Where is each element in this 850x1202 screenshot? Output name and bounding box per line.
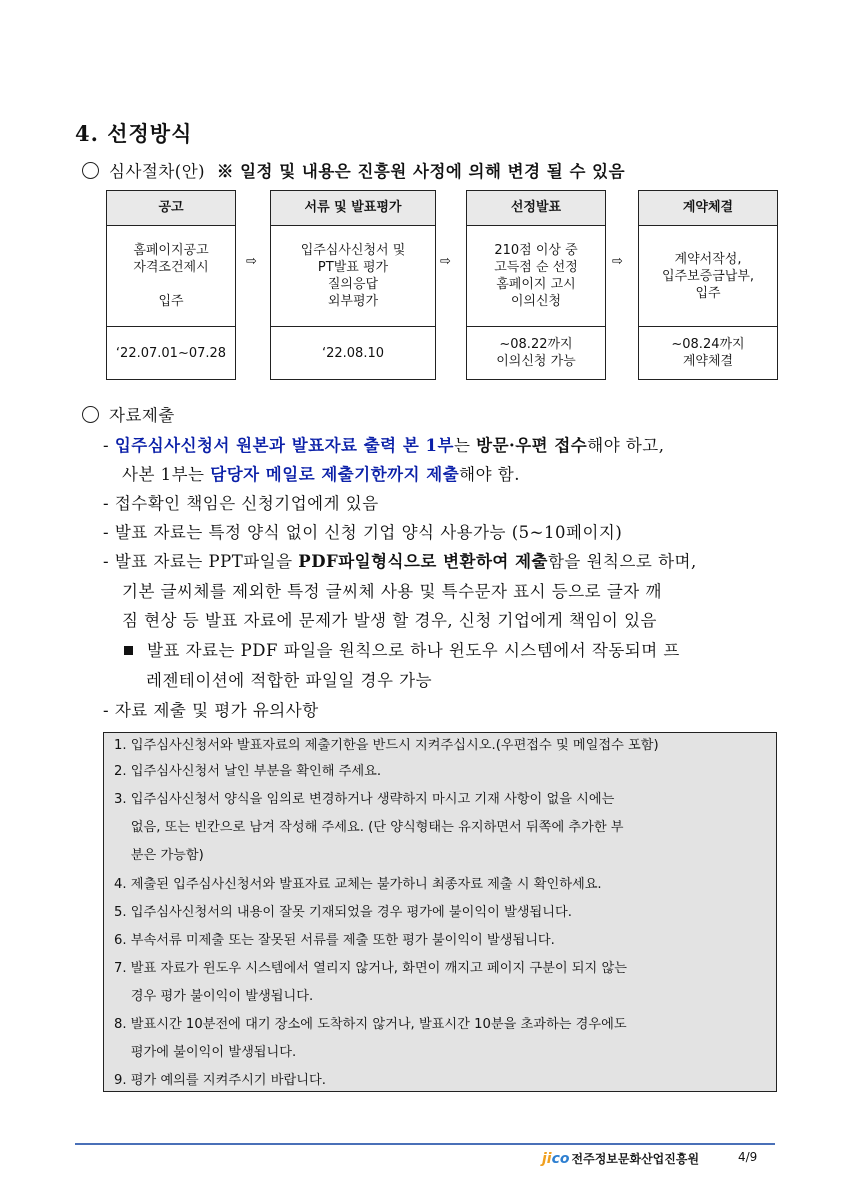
step-body-line: 고득점 순 선정 — [494, 260, 578, 275]
step-body — [271, 226, 435, 327]
p4-bold: PDF파일형식으로 변환하여 제출 — [298, 552, 548, 571]
submission-p1 — [103, 432, 665, 456]
circle-bullet-icon — [82, 406, 99, 423]
note-item: 경우 평가 불이익이 발생됩니다. — [114, 989, 314, 1004]
submission-p4b: 기본 글씨체를 제외한 특정 글씨체 사용 및 특수문자 표시 등으로 글자 깨 — [122, 582, 662, 601]
p1b-emph: 담당자 메일로 제출기한까지 제출 — [210, 465, 460, 484]
step-body-line: 자격조건제시 — [133, 260, 209, 275]
p1b-text: 사본 1부는 — [122, 465, 211, 484]
step-body-line: 입주 — [695, 285, 721, 301]
submission-p3: - 발표 자료는 특정 양식 없이 신청 기업 양식 사용가능 (5~10페이지) — [103, 523, 623, 542]
square-bullet-icon — [124, 646, 133, 655]
process-notice: ※ 일정 및 내용은 진흥원 사정에 의해 변경 될 수 있음 — [216, 162, 626, 181]
page-number: 4/9 — [738, 1150, 758, 1164]
submission-p1b — [122, 461, 520, 485]
note-item: 9. 평가 예의를 지켜주시기 바랍니다. — [114, 1073, 326, 1088]
step-body — [639, 226, 777, 327]
p1b-tail: 해야 함. — [459, 465, 520, 484]
org-name: 전주정보문화산업진흥원 — [571, 1152, 700, 1166]
process-heading: 심사절차(안) — [109, 162, 206, 181]
note-item: 2. 입주심사신청서 날인 부분을 확인해 주세요. — [114, 764, 382, 779]
step-date — [639, 327, 777, 379]
step-title: 서류 및 발표평가 — [271, 191, 435, 226]
footer-logo — [542, 1150, 699, 1167]
p1-tail: 해야 하고, — [587, 436, 665, 455]
note-item: 분은 가능함) — [114, 848, 204, 863]
p1-text: 는 — [453, 436, 477, 455]
note-item: 5. 입주심사신청서의 내용이 잘못 기재되었을 경우 평가에 불이익이 발생됩니다. — [114, 905, 572, 920]
submission-p5 — [124, 637, 680, 661]
step-body-line: 계약서작성, — [674, 251, 742, 267]
step-body-line: 홈페이지 고시 — [496, 277, 576, 292]
step-title: 공고 — [107, 191, 235, 226]
p4-text: - 발표 자료는 PPT파일을 — [103, 552, 299, 571]
p1-emph: 입주심사신청서 원본과 발표자료 출력 본 1부 — [114, 436, 454, 455]
dash: - — [103, 436, 110, 455]
step-title: 계약체결 — [639, 191, 777, 226]
step-body — [107, 226, 235, 327]
step-body-line: 질의응답 — [327, 277, 379, 292]
step-body-line: 210점 이상 중 — [494, 243, 578, 258]
step-body-line: 입주보증금납부, — [661, 268, 755, 284]
step-box — [270, 190, 436, 380]
p1-bold: 방문·우편 접수 — [476, 436, 588, 455]
arrow-right-icon: ⇨ — [246, 254, 257, 269]
step-body-line: 외부평가 — [327, 294, 379, 309]
step-body-line: 입주 — [158, 294, 184, 309]
arrow-right-icon: ⇨ — [612, 254, 623, 269]
step-body-line: 입주심사신청서 및 — [300, 243, 406, 258]
footer-divider — [75, 1143, 775, 1145]
step-date-line: ‘22.07.01~07.28 — [115, 345, 227, 361]
logo-co: co — [551, 1151, 570, 1167]
arrow-right-icon: ⇨ — [440, 254, 451, 269]
step-date — [271, 327, 435, 379]
step-date-line: ~08.24까지 — [671, 337, 745, 352]
submission-heading: 자료제출 — [109, 406, 175, 425]
submission-p2: - 접수확인 책임은 신청기업에게 있음 — [103, 494, 379, 513]
note-item: 없음, 또는 빈칸으로 남겨 작성해 주세요. (단 양식형태는 유지하면서 뒤쪽에 추가한 부 — [114, 820, 624, 835]
step-date — [467, 327, 605, 379]
step-date-line: ‘22.08.10 — [321, 345, 385, 361]
step-body — [467, 226, 605, 327]
note-item: 평가에 불이익이 발생됩니다. — [114, 1045, 297, 1060]
submission-heading-line — [82, 402, 175, 426]
step-box — [466, 190, 606, 380]
process-heading-line — [82, 158, 625, 182]
section-title: 4. 선정방식 — [75, 121, 193, 146]
submission-p4 — [103, 548, 697, 572]
step-date-line: ~08.22까지 — [499, 337, 573, 352]
note-item: 8. 발표시간 10분전에 대기 장소에 도착하지 않거나, 발표시간 10분을 초과하는 경우에도 — [114, 1017, 627, 1032]
step-body-line — [107, 276, 235, 293]
note-item: 6. 부속서류 미제출 또는 잘못된 서류를 제출 또한 평가 불이익이 발생됩니다. — [114, 933, 555, 948]
step-date-line: 계약체결 — [682, 354, 734, 369]
note-item: 4. 제출된 입주심사신청서와 발표자료 교체는 불가하니 최종자료 제출 시 확인하세요. — [114, 877, 602, 892]
note-item: 7. 발표 자료가 윈도우 시스템에서 열리지 않거나, 화면이 깨지고 페이지 구분이 되지 않는 — [114, 961, 627, 976]
circle-bullet-icon — [82, 162, 99, 179]
note-item: 3. 입주심사신청서 양식을 임의로 변경하거나 생략하지 마시고 기재 사항이 없을 시에는 — [114, 792, 615, 807]
step-date-line: 이의신청 가능 — [496, 354, 576, 369]
note-item: 1. 입주심사신청서와 발표자료의 제출기한을 반드시 지켜주십시오.(우편접수 및 메일접수 포함) — [114, 738, 659, 753]
notes-box — [103, 732, 777, 1092]
step-body-line: 홈페이지공고 — [133, 243, 209, 258]
p4-tail: 함을 원칙으로 하며, — [547, 552, 697, 571]
step-box — [106, 190, 236, 380]
submission-p5b: 레젠테이션에 적합한 파일일 경우 가능 — [146, 671, 433, 690]
step-title: 선정발표 — [467, 191, 605, 226]
step-box — [638, 190, 778, 380]
step-date — [107, 327, 235, 379]
p5-text: 발표 자료는 PDF 파일을 원칙으로 하나 윈도우 시스템에서 작동되며 프 — [147, 641, 680, 660]
step-body-line: 이의신청 — [510, 294, 562, 309]
logo-ji: ji — [542, 1151, 552, 1167]
submission-p6: - 자료 제출 및 평가 유의사항 — [103, 701, 319, 720]
step-body-line: PT발표 평가 — [317, 260, 389, 275]
submission-p4c: 짐 현상 등 발표 자료에 문제가 발생 할 경우, 신청 기업에게 책임이 있음 — [122, 611, 657, 630]
